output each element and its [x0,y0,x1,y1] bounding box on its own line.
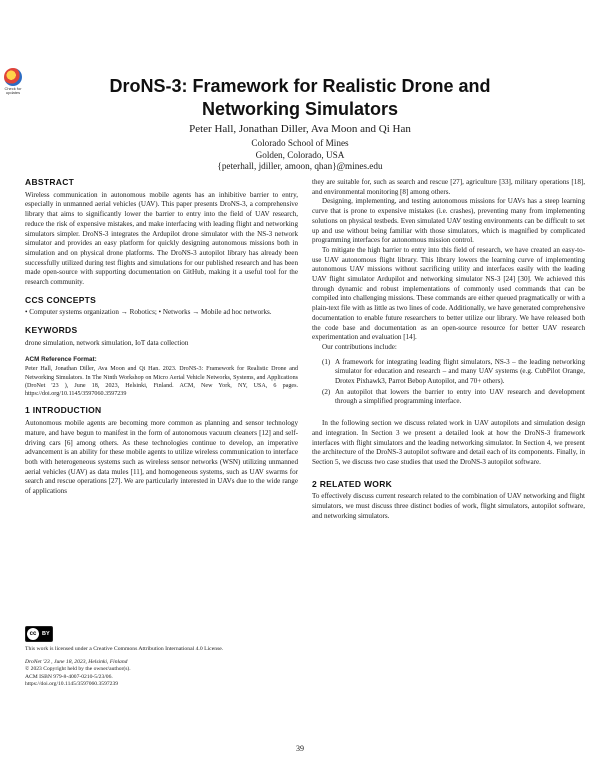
doi-link[interactable]: https://doi.org/10.1145/3597060.3597239 [25,681,119,688]
intro-outline-paragraph: In the following section we discuss related work in UAV autopilots and simulation design and integration. In Section 3 we present a detailed look at how the DroNS-3 framework interfaces with flight simulators and the leading networking simulator. In Section 4, we present the architecture of the DroNS-3 autopilot software and detail each of its components. Finally, in Section 5, we discuss two case studies that used the DroNS-3 autopilot software. [312,419,585,466]
creative-commons-icon: cc [27,628,39,640]
list-item [322,388,585,407]
abstract-heading: ABSTRACT [25,177,75,187]
list-item-text: An autopilot that lowers the barrier to entry into UAV research and development through a simplified programming interface. [335,387,585,406]
list-item-number: (2) [322,387,331,396]
cc-by-logo[interactable] [25,626,53,642]
related-work-text: To effectively discuss current research related to the combination of UAV networking and flight simulators, we must discuss three distinct bodies of work, flight simulators, autopilot software, and networking simulators. [312,492,585,520]
copyright-line: © 2023 Copyright held by the owner/author(s). [25,666,131,673]
keywords-text: drone simulation, network simulation, IoT data collection [25,338,189,347]
reference-format-heading: ACM Reference Format: [25,355,97,363]
badge-label: Check for updates [4,86,22,95]
introduction-heading: 1 INTRODUCTION [25,405,102,416]
license-text: This work is licensed under a Creative Commons Attribution International 4.0 License. [25,646,224,652]
abstract-text: Wireless communication in autonomous mobile agents has an inhibitive barrier to entry, especially in unmanned aerial vehicles (UAV). This paper presents DroNS-3, a comprehensive library that aims to significantly lower the barrier to entry into the field of UAV research, reduce the risk of expensive mistakes, and make interfacing with leading flight and networking simulators simpler. DroNS-3 integrates the Ardupilot drone simulator with the NS-3 network simulator and provides an easy platform for quickly designing autonomous missions both in simulation and on physical drone platforms. The DroNS-3 autopilot library has already been successfully utilized during test flights and simulations for our published research and has been made open-source with supporting documentation on GitHub, making it a useful tool for the research community. [25,190,298,287]
license-block [25,622,298,689]
crossmark-icon [4,68,22,86]
contributions-lead: Our contributions include: [322,342,397,351]
introduction-text: Autonomous mobile agents are becoming more common as planning and sensor technology mature, and have begun to manifest in the form of autonomous vacuum cleaners [12] and self-driving cars [6] among others. As these technologies continue to develop, an imperative advancement is an ability for these mobile agents to utilize wireless communication to interface both with heterogeneous systems such as wireless sensor networks (WSN) utilizing unmanned aerial vehicles (UAV) as data mules [11], and homogeneous systems, such as UAV swarms for search and rescue operations [27]. We are particularly interested in UAVs due to the wide range of applications [25,419,298,496]
intro-paragraph-2: Designing, implementing, and testing autonomous missions for UAVs has a steep learning curve that is prone to expensive mistakes (i.e. crashes), preventing many from implementing solutions on physical testbeds. Even simulated UAV testing environments can be difficult to set up and use without being familiar with those simulators, which is magnified by complicated programming interfaces for autonomous mission control. [312,197,585,245]
list-item [322,358,585,387]
ccs-heading: CCS CONCEPTS [25,294,97,305]
keywords-heading: KEYWORDS [25,325,78,336]
affiliation-city: Golden, Colorado, USA [255,149,345,160]
right-column [312,178,585,522]
related-work-heading: 2 RELATED WORK [312,478,393,489]
copyright-footer [25,659,298,689]
paper-title: DroNS-3: Framework for Realistic Drone and Networking Simulators [109,76,491,119]
intro-continued-paragraph: they are suitable for, such as search and rescue [27], agriculture [33], military operations [18], and environmental monitoring [8] among others. [312,178,585,196]
isbn-line: ACM ISBN 979-8-4007-0210-5/23/06. [25,673,113,680]
cc-by-label: BY [42,631,50,637]
ccs-text: • Computer systems organization → Robotics; • Networks → Mobile ad hoc networks. [25,308,272,317]
contributions-list [312,358,585,408]
venue-line: DroNet '23 , June 18, 2023, Helsinki, Finland [25,659,128,665]
affiliation-email: {peterhall, jdiller, amoon, qhan}@mines.edu [217,161,383,171]
affiliation-school: Colorado School of Mines [251,138,349,148]
left-column [25,178,298,497]
list-item-text: A framework for integrating leading flight simulators, NS-3 – the leading networking simulator for education and research – and many UAV systems (e.g. CubPilot Orange, Drotex Pixhawk3, Parrot Bebop Autopilot, and 70+ others). [335,357,585,386]
list-item-number: (1) [322,357,331,366]
intro-paragraph-3: To mitigate the high barrier to entry into this field of research, we have created an easy-to-use UAV autonomous flight library. This library lowers the learning curve of implementing autonomous UAV missions without sacrificing utility and interfaces easily with the leading UAV flight simulator Ardupilot and networking simulator NS-3 [24] [30]. We achieved this through dynamic and robust implementations of commonly used commands that can be compiled into challenging missions. These commands are either queued pragmatically or with a plain-text file with as little as two lines of code. Additionally, we have generated comprehensive documentation to enable future researchers to better utilize our library. We have released both the code base and documentation as an open-source resource for better UAV research experimentation and evaluation [14]. [312,245,585,342]
author-list: Peter Hall, Jonathan Diller, Ava Moon and Qi Han [189,123,411,135]
page-number: 39 [296,744,304,753]
check-for-updates-badge[interactable] [2,68,24,95]
reference-format-text: Peter Hall, Jonathan Diller, Ava Moon and Qi Han. 2023. DroNS-3: Framework for Realistic Drone and Networking Simulators. In The Ninth Workshop on Micro Aerial Vehicle Networks, Systems, and Applications (DroNet '23 ), June 18, 2023, Helsinki, Finland. ACM, New York, NY, USA, 6 pages. https://doi.org/10.1145/3597060.3597239 [25,366,298,398]
